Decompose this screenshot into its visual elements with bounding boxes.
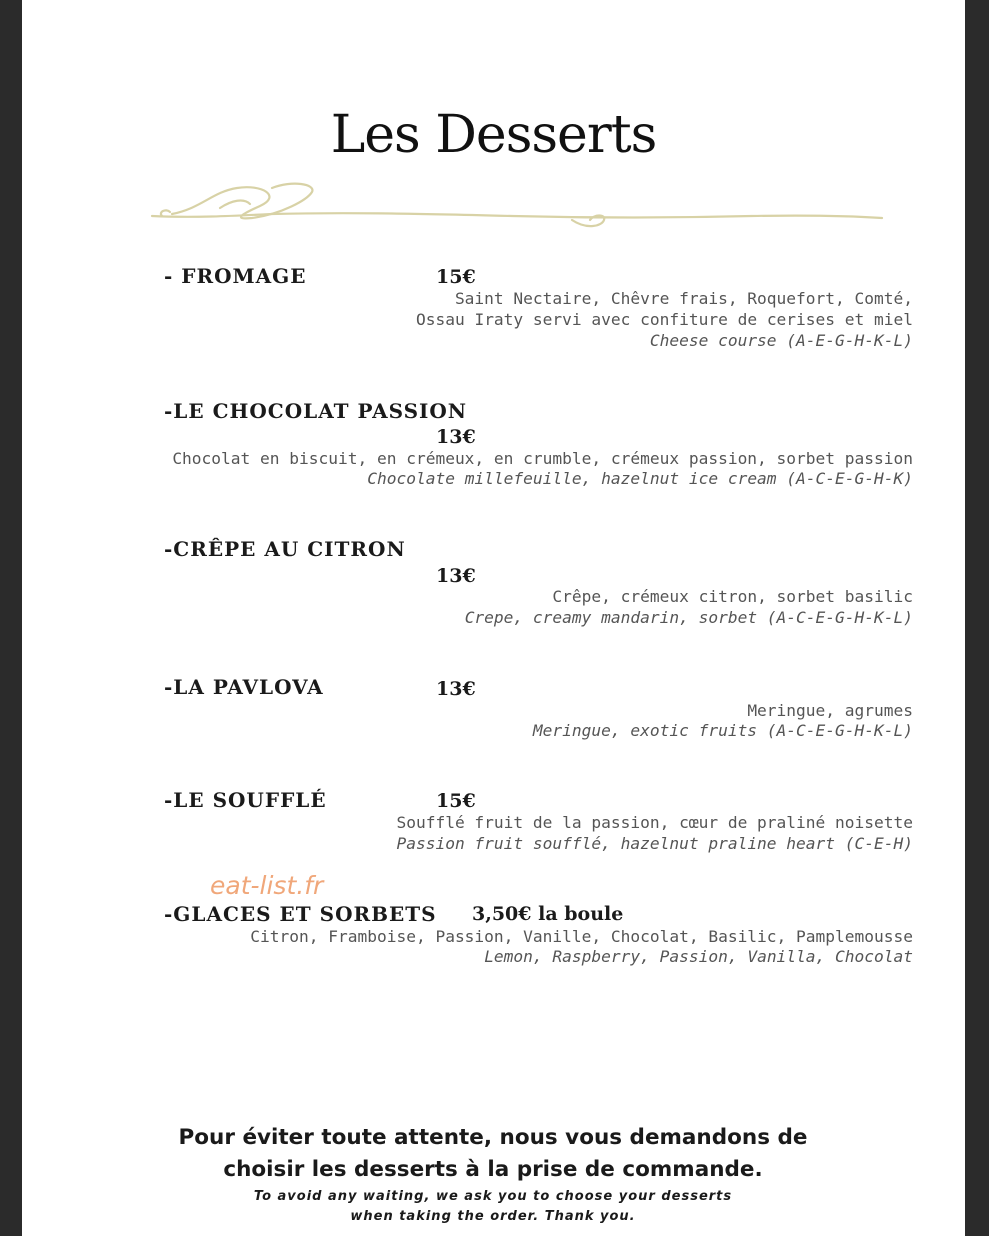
order-notice-en-line2: when taking the order. Thank you. [350, 1209, 636, 1224]
dessert-name-glaces-sorbets: -GLACES ET SORBETS [164, 902, 437, 926]
menu-page [22, 0, 965, 1236]
dessert-name-crepe-citron: -CRÊPE AU CITRON [164, 537, 406, 561]
dessert-description-en: Passion fruit soufflé, hazelnut praline heart (C-E-H) [396, 834, 913, 853]
dessert-name-pavlova: -LA PAVLOVA [164, 675, 324, 699]
dessert-description-fr: Ossau Iraty servi avec confiture de cerises et miel [415, 310, 913, 329]
dessert-description-fr: Citron, Framboise, Passion, Vanille, Chocolat, Basilic, Pamplemousse [250, 927, 913, 946]
dessert-price-souffle: 15€ [436, 790, 476, 812]
dessert-description-en: Crepe, creamy mandarin, sorbet (A-C-E-G-H-K-L) [464, 608, 913, 627]
heart-flourish-ornament [132, 178, 892, 238]
order-notice-fr-line1: Pour éviter toute attente, nous vous demandons de [178, 1125, 808, 1150]
dessert-description-fr: Meringue, agrumes [747, 701, 913, 720]
order-notice-en-line1: To avoid any waiting, we ask you to choose your desserts [253, 1189, 733, 1204]
dessert-description-en: Meringue, exotic fruits (A-C-E-G-H-K-L) [532, 721, 913, 740]
dessert-price-pavlova: 13€ [436, 678, 476, 700]
dessert-description-en: Cheese course (A-E-G-H-K-L) [649, 331, 913, 350]
dessert-description-fr: Chocolat en biscuit, en crémeux, en crumble, crémeux passion, sorbet passion [172, 449, 913, 468]
dessert-description-fr: Saint Nectaire, Chêvre frais, Roquefort, Comté, [454, 289, 913, 308]
dessert-price-fromage: 15€ [436, 266, 476, 288]
dessert-description-en: Lemon, Raspberry, Passion, Vanilla, Chocolat [484, 947, 913, 966]
watermark-text: eat-list.fr [210, 871, 324, 900]
order-notice-fr-line2: choisir les desserts à la prise de commande. [223, 1157, 763, 1182]
dessert-price-glaces-sorbets: 3,50€ la boule [472, 903, 624, 925]
dessert-price-chocolat-passion: 13€ [436, 426, 476, 448]
dessert-description-fr: Soufflé fruit de la passion, cœur de praliné noisette [396, 813, 913, 832]
dessert-description-fr: Crêpe, crémeux citron, sorbet basilic [552, 587, 913, 606]
dessert-description-en: Chocolate millefeuille, hazelnut ice cream (A-C-E-G-H-K) [367, 469, 913, 488]
menu-title: Les Desserts [330, 105, 657, 165]
dessert-name-chocolat-passion: -LE CHOCOLAT PASSION [164, 399, 468, 423]
dessert-name-fromage: - FROMAGE [164, 264, 307, 288]
dessert-name-souffle: -LE SOUFFLÉ [164, 788, 327, 812]
dessert-price-crepe-citron: 13€ [436, 565, 476, 587]
